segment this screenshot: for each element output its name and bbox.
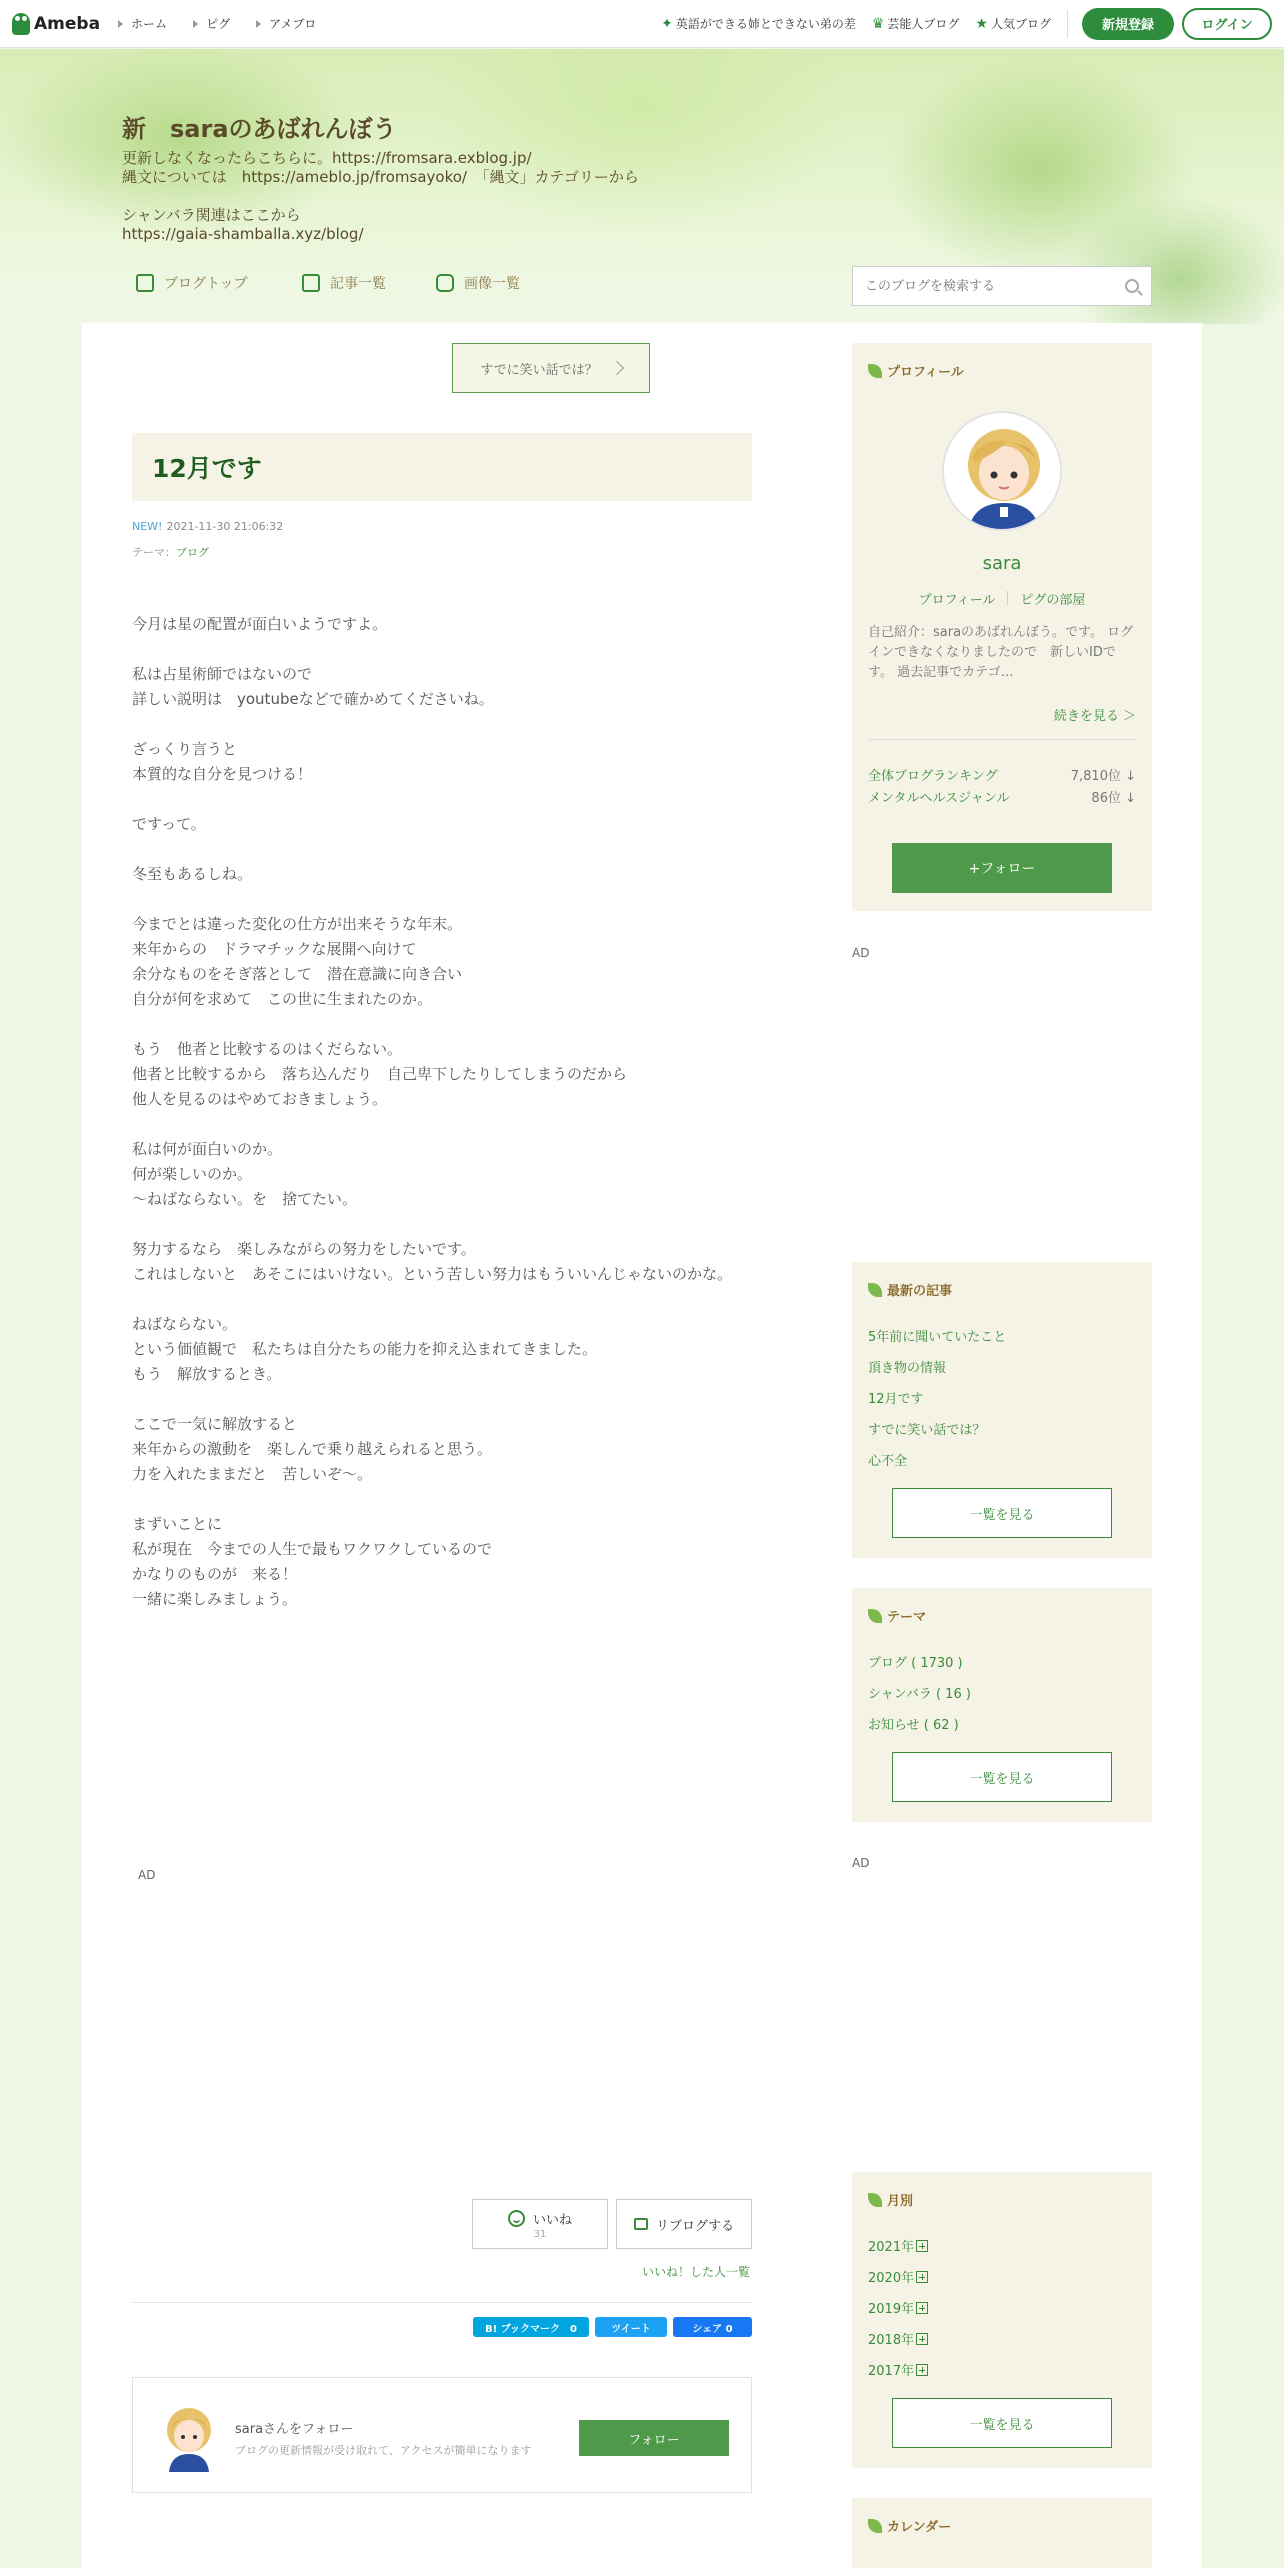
likers-list-link[interactable]: いいね！した人一覧	[642, 2265, 751, 2279]
nav-blog-top[interactable]	[136, 273, 248, 293]
ranking-value: 7,810位 ↓	[1070, 769, 1136, 784]
body-line: 他人を見るのはやめておきましょう。	[132, 1090, 388, 1108]
month-item[interactable]	[868, 2360, 928, 2391]
document-icon	[136, 274, 154, 292]
month-label: 2021年	[868, 2240, 915, 2255]
smile-icon	[508, 2210, 525, 2227]
profile-heading	[868, 361, 964, 380]
article-title[interactable]: 12月です	[152, 454, 262, 483]
avatar[interactable]	[942, 411, 1062, 531]
month-label: 2020年	[868, 2271, 915, 2286]
body-line: 他者と比較するから 落ち込んだり 自己卑下したりしてしまうのだから	[132, 1065, 628, 1083]
themes-list	[868, 1652, 971, 1745]
triangle-icon	[118, 20, 123, 28]
divider	[1007, 591, 1008, 605]
genre-value: 86位 ↓	[1091, 791, 1136, 806]
body-line	[132, 1112, 752, 1137]
reblog-button[interactable]	[616, 2199, 752, 2249]
nav-home[interactable]	[118, 15, 167, 32]
body-line: 一緒に楽しみましょう。	[132, 1590, 298, 1608]
new-badge: NEW!	[132, 520, 163, 533]
latest-more-button[interactable]: 一覧を見る	[892, 1488, 1112, 1538]
profile-heading-label: プロフィール	[887, 365, 964, 380]
top-link-label: 英語ができる姉とできない弟の差	[675, 17, 856, 31]
latest-articles-box	[852, 1262, 1152, 1558]
article-datetime: 2021-11-30 21:06:32	[166, 520, 284, 533]
latest-list	[868, 1326, 1006, 1481]
avatar	[157, 2404, 221, 2472]
top-link-label: 芸能人ブログ	[887, 17, 960, 31]
ameba-logo[interactable]	[12, 13, 100, 35]
latest-heading-label: 最新の記事	[887, 1284, 953, 1299]
divider	[132, 2302, 752, 2303]
body-line: 詳しい説明は youtubeなどで確かめてくださいね。	[132, 690, 494, 708]
article-body	[132, 612, 752, 1612]
reblog-icon	[634, 2218, 648, 2230]
ad-label: AD	[138, 1868, 156, 1882]
themes-box	[852, 1588, 1152, 1822]
article-meta	[132, 520, 283, 533]
nav-pig[interactable]	[193, 15, 230, 32]
body-line: これはしないと あそこにはいけない。という苦しい努力はもういいんじゃないのかな。	[132, 1265, 733, 1283]
leaf-icon	[868, 2193, 882, 2207]
body-line: 来年からの激動を 楽しんで乗り越えられると思う。	[132, 1440, 493, 1458]
nav-ameblo-label: アメブロ	[269, 17, 317, 31]
logo-text: Ameba	[34, 13, 101, 34]
monthly-heading-label: 月別	[887, 2194, 914, 2209]
month-item[interactable]	[868, 2298, 928, 2329]
calendar-heading-label: カレンダー	[887, 2520, 952, 2535]
blog-description: 更新しなくなったらこちらに。https://fromsara.exblog.jp/ 縄文については https://ameblo.jp/fromsayoko/ 「縄文」カテゴリーから シャンバラ関連はここから https://gaia-shamballa.xyz/blog/	[122, 149, 639, 243]
like-label: いいね	[532, 2212, 572, 2228]
body-line: という価値観で 私たちは自分たちの能力を抑え込まれてきました。	[132, 1340, 598, 1358]
latest-heading	[868, 1280, 952, 1299]
sidebar-follow-button[interactable]: +フォロー	[892, 843, 1112, 893]
body-line: 力を入れたままだと 苦しいぞ～。	[132, 1465, 373, 1483]
blog-search	[852, 266, 1152, 306]
frog-logo-icon	[12, 13, 30, 35]
leaf-icon	[868, 2519, 882, 2533]
divider	[868, 739, 1136, 740]
triangle-icon	[256, 20, 261, 28]
ad-label: AD	[852, 1856, 870, 1870]
theme-item[interactable]: ブログ ( 1730 )	[868, 1656, 963, 1671]
genre-label[interactable]: メンタルヘルスジャンル	[868, 791, 1010, 806]
ad-label: AD	[852, 946, 870, 960]
nav-article-list[interactable]	[302, 273, 386, 293]
prev-article-button[interactable]	[452, 343, 650, 393]
expand-icon[interactable]	[916, 2333, 928, 2345]
pig-room-link[interactable]: ピグの部屋	[1020, 593, 1086, 608]
nav-pig-label: ピグ	[206, 17, 231, 31]
body-line: 今までとは違った変化の仕方が出来そうな年末。	[132, 915, 463, 933]
calendar-heading	[868, 2516, 951, 2535]
monthly-list	[868, 2236, 928, 2391]
monthly-more-button[interactable]: 一覧を見る	[892, 2398, 1112, 2448]
leaf-icon	[868, 1283, 882, 1297]
hatena-bookmark-button[interactable]: B! ブックマーク 0	[473, 2317, 589, 2337]
ranking-overall	[868, 765, 1136, 784]
themes-heading-label: テーマ	[887, 1610, 927, 1625]
triangle-icon	[193, 20, 198, 28]
latest-item[interactable]: 頂き物の情報	[868, 1361, 947, 1376]
body-line: 努力するなら 楽しみながらの努力をしたいです。	[132, 1240, 476, 1258]
profile-box	[852, 343, 1152, 911]
month-label: 2019年	[868, 2302, 915, 2317]
body-line: 余分なものをそぎ落として 潜在意識に向き合い	[132, 965, 463, 983]
copy-icon	[302, 274, 320, 292]
tweet-button[interactable]: ツイート	[595, 2317, 667, 2337]
latest-item[interactable]: 5年前に聞いていたこと	[868, 1330, 1007, 1345]
body-line	[132, 787, 752, 812]
body-line	[132, 887, 752, 912]
themes-heading	[868, 1606, 926, 1625]
top-link-popular[interactable]	[975, 15, 1051, 32]
body-line: 本質的な自分を見つける！	[132, 765, 313, 783]
reblog-label: リブログする	[655, 2218, 734, 2234]
sparkle-icon: ✦	[661, 15, 673, 32]
body-line: 来年からの ドラマチックな展開へ向けて	[132, 940, 417, 958]
like-button[interactable]	[472, 2199, 608, 2249]
profile-links	[852, 589, 1152, 608]
prev-article-label: すでに笑い話では？	[480, 362, 598, 378]
latest-item[interactable]: すでに笑い話では？	[868, 1423, 986, 1438]
body-line: 何が楽しいのか。	[132, 1165, 253, 1183]
camera-icon	[436, 274, 454, 292]
theme-prefix: テーマ：	[132, 546, 176, 559]
body-line: 自分が何を求めて この世に生まれたのか。	[132, 990, 433, 1008]
body-line: 私は何が面白いのか。	[132, 1140, 283, 1158]
profile-name[interactable]: sara	[982, 553, 1022, 574]
monthly-heading	[868, 2190, 913, 2209]
follow-title: saraさんをフォロー	[235, 2422, 354, 2437]
divider	[1067, 10, 1068, 38]
nav-image-list-label: 画像一覧	[464, 276, 520, 292]
theme-item[interactable]: お知らせ ( 62 )	[868, 1718, 959, 1733]
body-line: ここで一気に解放すると	[132, 1415, 298, 1433]
latest-item[interactable]: 心不全	[868, 1454, 908, 1469]
body-line	[132, 1212, 752, 1237]
profile-link[interactable]: プロフィール	[918, 593, 996, 608]
body-line: かなりのものが 来る！	[132, 1565, 298, 1583]
expand-icon[interactable]	[916, 2240, 928, 2252]
month-item[interactable]	[868, 2236, 928, 2267]
body-line: 今月は星の配置が面白いようですよ。	[132, 615, 388, 633]
follow-subtitle: ブログの更新情報が受け取れて、アクセスが簡単になります	[235, 2444, 532, 2457]
nav-home-label: ホーム	[131, 17, 168, 31]
global-header	[0, 0, 1284, 48]
month-item[interactable]	[868, 2267, 928, 2298]
theme-link[interactable]: ブログ	[176, 546, 209, 559]
login-button[interactable]: ログイン	[1182, 8, 1272, 40]
crown-icon: ♛	[871, 15, 885, 32]
body-line: 私が現在 今までの人生で最もワクワクしているので	[132, 1540, 493, 1558]
body-line: ねばならない。	[132, 1315, 238, 1333]
body-line	[132, 1487, 752, 1512]
profile-intro: 自己紹介：saraのあばれんぼう。です。 ログインできなくなりましたので 新しいIDです。 過去記事でカテゴ…	[868, 625, 1134, 680]
latest-item[interactable]: 12月です	[868, 1392, 924, 1407]
body-line	[132, 1387, 752, 1412]
article-title-box	[132, 433, 752, 501]
top-link-english[interactable]	[661, 15, 856, 32]
follow-button[interactable]: フォロー	[579, 2420, 729, 2456]
body-line	[132, 712, 752, 737]
expand-icon[interactable]	[916, 2302, 928, 2314]
calendar-box	[852, 2498, 1152, 2568]
facebook-share-button[interactable]: シェア 0	[673, 2317, 752, 2337]
nav-blog-top-label: ブログトップ	[164, 276, 248, 292]
month-item[interactable]	[868, 2329, 928, 2360]
body-line: まずいことに	[132, 1515, 223, 1533]
body-line: ですって。	[132, 815, 206, 833]
monthly-box	[852, 2172, 1152, 2468]
theme-item[interactable]: シャンバラ ( 16 )	[868, 1687, 971, 1702]
expand-icon[interactable]	[916, 2364, 928, 2376]
blog-title[interactable]: 新 saraのあばれんぼう	[122, 115, 397, 143]
leaf-icon	[868, 1609, 882, 1623]
nav-image-list[interactable]	[436, 273, 520, 293]
chevron-right-icon	[610, 361, 624, 375]
leaf-icon	[868, 364, 882, 378]
profile-more-link[interactable]: 続きを見る ＞	[1053, 709, 1136, 724]
body-line: もう 解放するとき。	[132, 1365, 282, 1383]
top-link-label: 人気ブログ	[990, 17, 1051, 31]
search-input[interactable]	[865, 279, 1125, 294]
ranking-label[interactable]: 全体ブログランキング	[868, 769, 998, 784]
article-theme	[132, 544, 209, 560]
signup-button[interactable]: 新規登録	[1082, 8, 1174, 40]
body-line: ～ねばならない。を 捨てたい。	[132, 1190, 358, 1208]
body-line: 私は占星術師ではないので	[132, 665, 313, 683]
month-label: 2017年	[868, 2364, 915, 2379]
month-label: 2018年	[868, 2333, 915, 2348]
star-icon: ★	[975, 15, 988, 32]
blog-header	[0, 49, 1284, 324]
like-count: 31	[533, 2228, 547, 2240]
avatar-image	[944, 413, 1062, 531]
search-icon[interactable]	[1125, 279, 1139, 293]
body-line	[132, 837, 752, 862]
nav-article-list-label: 記事一覧	[330, 276, 386, 292]
body-line: 冬至もあるしね。	[132, 865, 253, 883]
follow-box	[132, 2377, 752, 2493]
body-line: ざっくり言うと	[132, 740, 238, 758]
body-line	[132, 1287, 752, 1312]
expand-icon[interactable]	[916, 2271, 928, 2283]
ranking-genre	[868, 787, 1136, 806]
nav-ameblo[interactable]	[256, 15, 316, 32]
themes-more-button[interactable]: 一覧を見る	[892, 1752, 1112, 1802]
body-line	[132, 637, 752, 662]
body-line: もう 他者と比較するのはくだらない。	[132, 1040, 403, 1058]
body-line	[132, 1012, 752, 1037]
top-link-celebrity[interactable]	[872, 15, 960, 32]
